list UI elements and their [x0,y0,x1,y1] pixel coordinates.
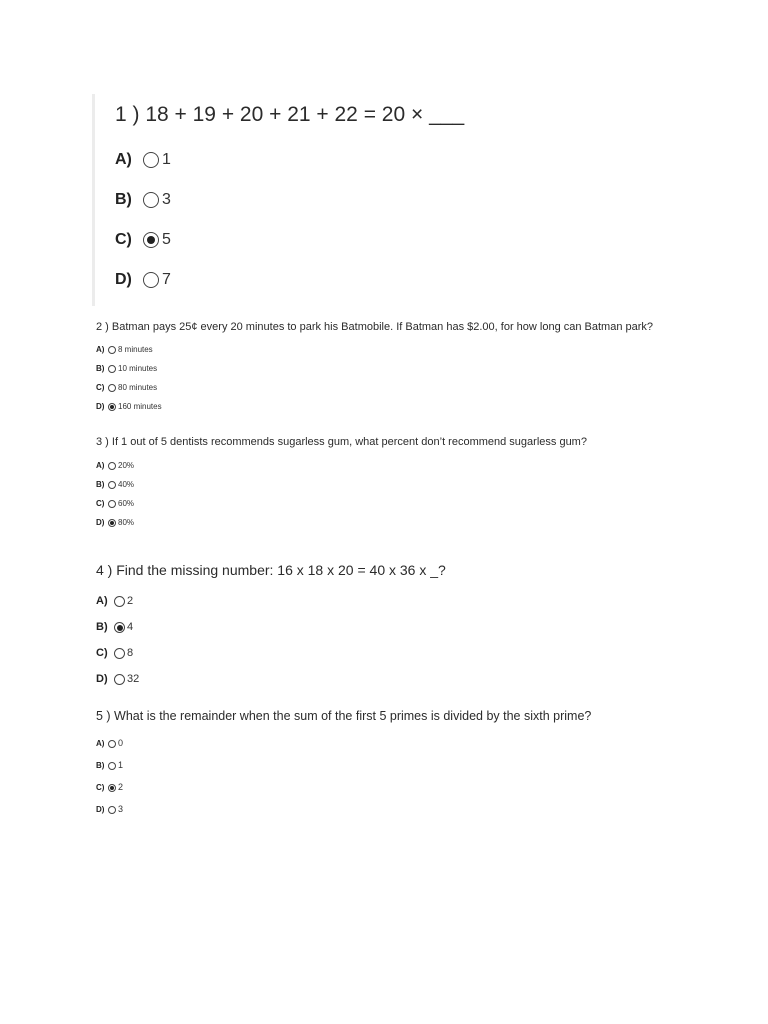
option-value: 2 [127,595,134,607]
option-c[interactable] [96,648,133,659]
question-5 [96,710,656,820]
option-letter: A) [96,595,108,607]
option-d[interactable] [96,403,162,411]
option-value: 4 [127,621,134,633]
option-letter: C) [96,782,105,792]
question-title: 5 ) What is the remainder when the sum of the first 5 primes is divided by the sixth prime? [96,709,592,723]
option-c[interactable] [96,783,123,792]
question-2 [96,322,686,417]
radio-button[interactable] [108,481,116,489]
option-value: 10 minutes [118,364,158,373]
option-letter: A) [96,738,105,748]
radio-dot-icon [117,625,123,631]
option-letter: D) [115,271,132,288]
question-title: 4 ) Find the missing number: 16 x 18 x 20 = 40 x 36 x _? [96,562,446,578]
radio-button[interactable] [108,346,116,354]
option-value: 7 [162,271,171,288]
option-value: 32 [127,673,140,685]
radio-button[interactable] [108,784,116,792]
question-title: 3 ) If 1 out of 5 dentists recommends sugarless gum, what percent don’t recommend sugarless gum? [96,436,587,448]
option-letter: A) [96,461,105,470]
option-c[interactable] [115,232,171,248]
radio-dot-icon [110,786,114,790]
radio-button[interactable] [114,648,125,659]
option-d[interactable] [96,674,139,685]
option-value: 8 minutes [118,345,153,354]
option-value: 2 [118,782,124,792]
radio-dot-icon [110,521,114,525]
option-letter: C) [96,647,108,659]
option-letter: B) [96,480,105,489]
option-value: 1 [118,760,124,770]
radio-button[interactable] [108,762,116,770]
option-b[interactable] [96,761,123,770]
radio-button[interactable] [108,500,116,508]
question-title: 2 ) Batman pays 25¢ every 20 minutes to park his Batmobile. If Batman has $2.00, for how long can Batman park? [96,321,654,333]
option-b[interactable] [96,622,133,633]
option-letter: B) [115,191,132,208]
option-d[interactable] [96,519,134,527]
radio-button[interactable] [143,152,159,168]
radio-button[interactable] [108,806,116,814]
option-b[interactable] [115,192,171,208]
radio-button[interactable] [108,403,116,411]
option-letter: D) [96,402,105,411]
radio-dot-icon [110,405,114,409]
option-value: 60% [118,499,135,508]
option-letter: B) [96,760,105,770]
radio-button[interactable] [143,232,159,248]
option-value: 40% [118,480,135,489]
option-letter: D) [96,518,105,527]
option-c[interactable] [96,384,157,392]
option-value: 160 minutes [118,402,162,411]
radio-button[interactable] [143,192,159,208]
option-letter: D) [96,804,105,814]
radio-button[interactable] [114,622,125,633]
option-value: 3 [162,191,171,208]
radio-dot-icon [147,236,155,244]
option-value: 5 [162,231,171,248]
option-letter: D) [96,673,108,685]
option-a[interactable] [96,346,153,354]
option-value: 80 minutes [118,383,158,392]
radio-button[interactable] [114,674,125,685]
option-value: 8 [127,647,134,659]
question-3 [96,437,686,532]
question-4 [96,563,596,688]
option-letter: A) [115,151,132,168]
question-1 [92,94,495,306]
option-letter: A) [96,345,105,354]
option-a[interactable] [96,739,123,748]
option-d[interactable] [96,805,123,814]
radio-button[interactable] [108,384,116,392]
radio-button[interactable] [108,740,116,748]
option-letter: C) [115,231,132,248]
option-a[interactable] [96,462,134,470]
option-b[interactable] [96,365,157,373]
option-a[interactable] [96,596,133,607]
option-value: 0 [118,738,124,748]
option-d[interactable] [115,272,171,288]
question-title: 1 ) 18 + 19 + 20 + 21 + 22 = 20 × ___ [115,103,465,126]
radio-button[interactable] [108,519,116,527]
option-letter: B) [96,621,108,633]
radio-button[interactable] [114,596,125,607]
option-value: 80% [118,518,135,527]
option-letter: C) [96,499,105,508]
option-letter: B) [96,364,105,373]
radio-button[interactable] [143,272,159,288]
option-a[interactable] [115,152,171,168]
option-value: 3 [118,804,124,814]
option-letter: C) [96,383,105,392]
option-value: 20% [118,461,135,470]
radio-button[interactable] [108,462,116,470]
radio-button[interactable] [108,365,116,373]
option-c[interactable] [96,500,134,508]
option-value: 1 [162,151,171,168]
option-b[interactable] [96,481,134,489]
